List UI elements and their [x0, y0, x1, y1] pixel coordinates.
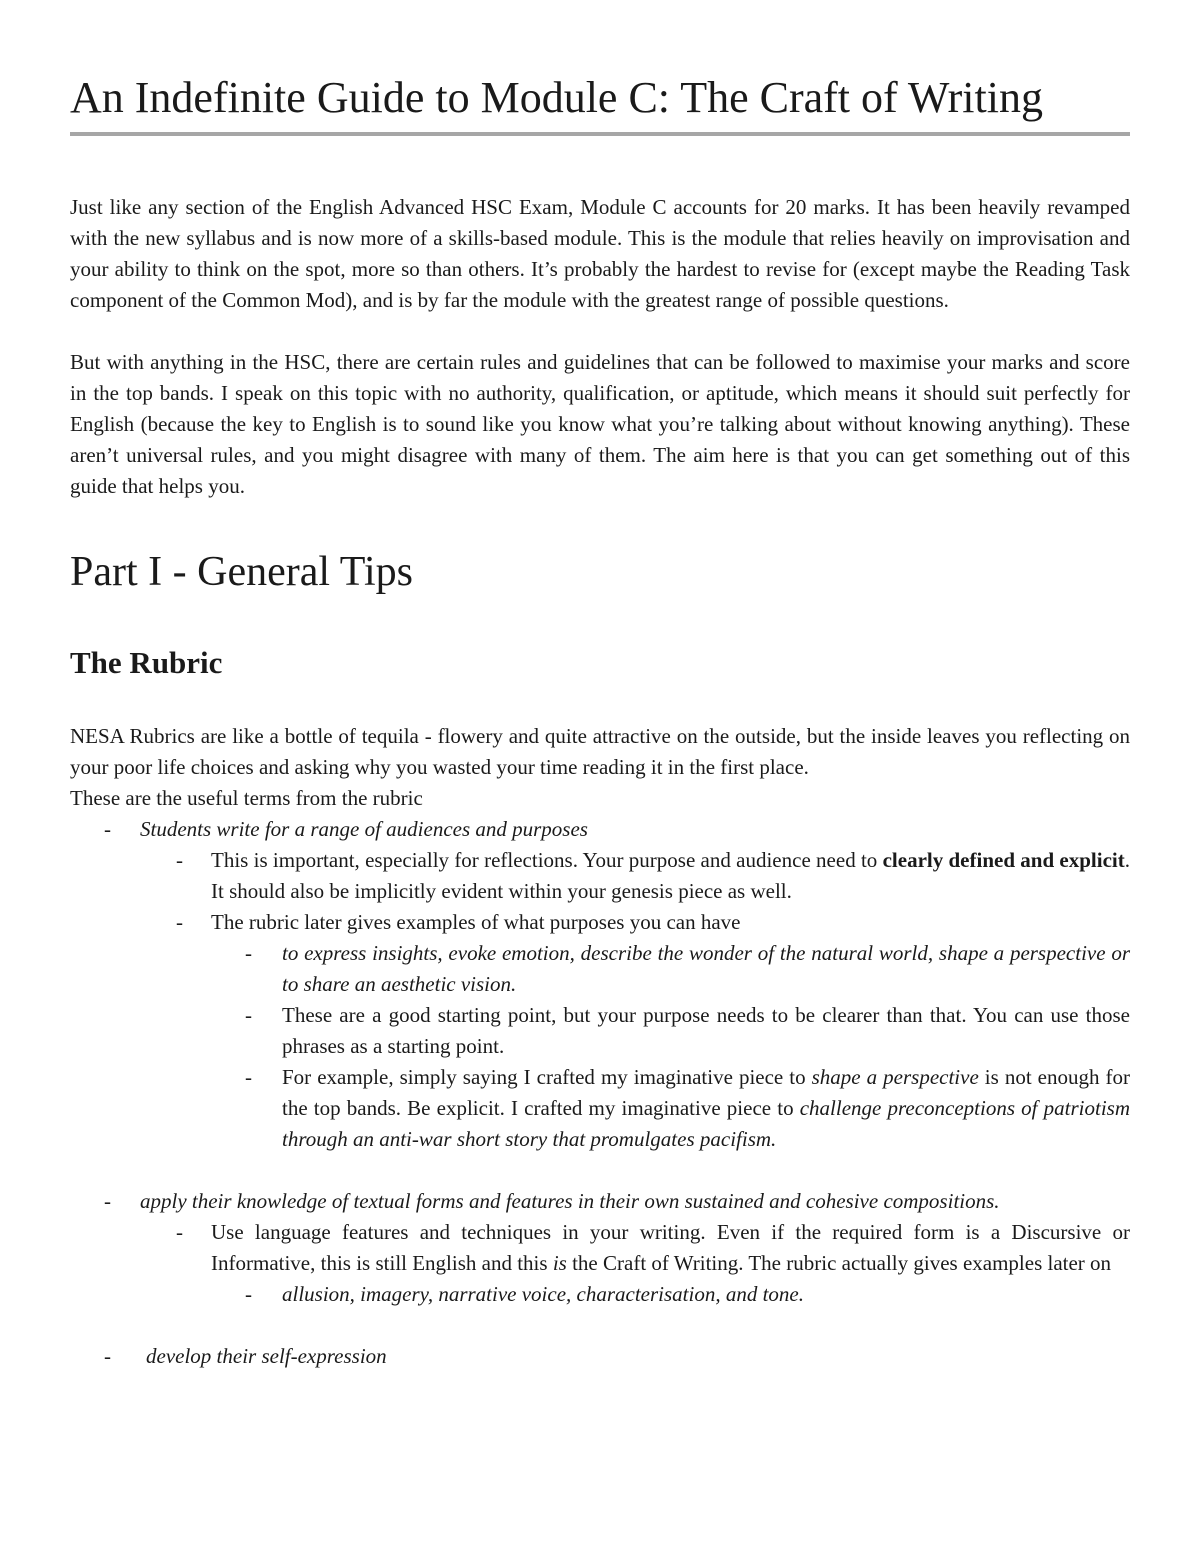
- dash-marker: -: [245, 941, 252, 965]
- dash-marker: -: [245, 1003, 252, 1027]
- intro-paragraph-1: Just like any section of the English Advanced HSC Exam, Module C accounts for 20 marks. It has been heavily revamped with the new syllabus and is now more of a skills-based module. This is the module that relies heavily on improvisation and your ability to think on the spot, more so than others. It’s probably the hardest to revise for (except maybe the Reading Task component of the Common Mod), and is by far the module with the greatest range of possible questions.: [70, 195, 1130, 312]
- section-heading-rubric: The Rubric: [70, 645, 223, 680]
- part-heading: Part I - General Tips: [70, 549, 413, 595]
- rubric-term-item: [70, 1341, 1130, 1372]
- sub-item-text: . It should also be implicitly evident within your genesis piece as well.: [211, 848, 1130, 903]
- dash-marker: -: [104, 1344, 111, 1368]
- sub-item-text: the Craft of Writing. The rubric actually gives examples later on: [566, 1251, 1112, 1275]
- dash-marker: -: [104, 817, 111, 841]
- rubric-term-text: Students write for a range of audiences and purposes: [140, 817, 588, 841]
- bold-emphasis: clearly defined and explicit: [882, 848, 1125, 872]
- italic-emphasis: challenge preconceptions of patriotism through an anti-war short story that promulgates pacifism.: [282, 1096, 1130, 1151]
- spacer: [70, 1155, 1130, 1186]
- dash-marker: -: [245, 1065, 252, 1089]
- sub-item: [70, 1217, 1130, 1279]
- sub-item-text: Use language features and techniques in your writing. Even if the required form is a Discursive or Informative, this is still English and this: [211, 1220, 1130, 1275]
- sub-sub-item-text: allusion, imagery, narrative voice, characterisation, and tone.: [282, 1282, 805, 1306]
- sub-sub-item-text: to express insights, evoke emotion, describe the wonder of the natural world, shape a perspective or to share an aesthetic vision.: [282, 941, 1130, 996]
- spacer: [70, 1310, 1130, 1341]
- sub-item-text: This is important, especially for reflections. Your purpose and audience need to: [211, 848, 883, 872]
- rubric-intro-paragraph: NESA Rubrics are like a bottle of tequila - flowery and quite attractive on the outside, but the inside leaves you reflecting on your poor life choices and asking why you wasted your time reading it in the first place.: [70, 724, 1130, 779]
- sub-sub-item: [70, 1062, 1130, 1155]
- sub-sub-item-text: These are a good starting point, but your purpose needs to be clearer than that. You can use those phrases as a starting point.: [282, 1003, 1130, 1058]
- document-page: [70, 70, 1130, 1372]
- rubric-terms-line: These are the useful terms from the rubric: [70, 786, 423, 810]
- dash-marker: -: [176, 848, 183, 872]
- dash-marker: -: [245, 1282, 252, 1306]
- sub-sub-item: [70, 1279, 1130, 1310]
- rubric-term-item: [70, 814, 1130, 845]
- sub-sub-item: [70, 938, 1130, 1000]
- rubric-term-item: [70, 1186, 1130, 1217]
- sub-sub-item: [70, 1000, 1130, 1062]
- sub-sub-item-text: is not enough for the top bands. Be explicit. I crafted my imaginative piece to: [282, 1065, 1130, 1120]
- italic-emphasis: shape a perspective: [811, 1065, 979, 1089]
- dash-marker: -: [176, 1220, 183, 1244]
- sub-item-text: The rubric later gives examples of what purposes you can have: [211, 910, 741, 934]
- italic-emphasis: is: [552, 1251, 567, 1275]
- dash-marker: -: [176, 910, 183, 934]
- document-title: An Indefinite Guide to Module C: The Craft of Writing: [70, 70, 1130, 136]
- sub-item: [70, 845, 1130, 907]
- rubric-term-text: apply their knowledge of textual forms and features in their own sustained and cohesive compositions.: [140, 1189, 1000, 1213]
- sub-sub-item-text: For example, simply saying I crafted my imaginative piece to: [282, 1065, 812, 1089]
- sub-item: [70, 907, 1130, 938]
- rubric-term-text: develop their self-expression: [146, 1344, 387, 1368]
- intro-paragraph-2: But with anything in the HSC, there are certain rules and guidelines that can be followed to maximise your marks and score in the top bands. I speak on this topic with no authority, qualification, or aptitude, which means it should suit perfectly for English (because the key to English is to sound like you know what you’re talking about without knowing anything). These aren’t universal rules, and you might disagree with many of them. The aim here is that you can get something out of this guide that helps you.: [70, 350, 1130, 498]
- dash-marker: -: [104, 1189, 111, 1213]
